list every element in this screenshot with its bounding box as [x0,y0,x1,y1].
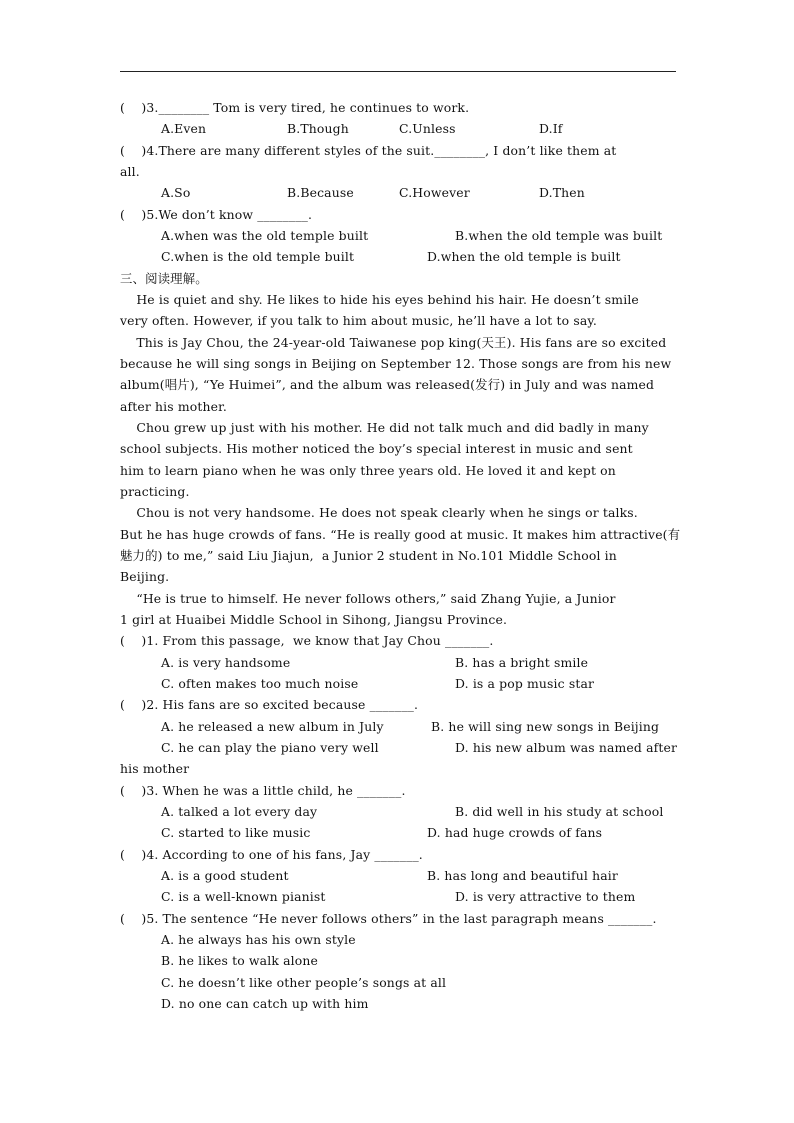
rq3-option-a: A. talked a lot every day [161,804,318,819]
q4-option-d: D.Then [539,185,585,200]
rq1-option-b: B. has a bright smile [455,655,589,670]
rq1-option-c: C. often makes too much noise [161,676,359,691]
passage-line: album(唱片), “Ye Huimei”, and the album was released(发行) in July and was named [120,377,655,392]
rq1-option-d: D. is a pop music star [455,676,595,691]
rq4-option-a: A. is a good student [161,868,289,883]
question-4-stem: ( )4.There are many different styles of the suit.________, I don’t like them at [120,143,617,158]
rq2-option-b: B. he will sing new songs in Beijing [431,719,660,734]
rq1-option-a: A. is very handsome [161,655,291,670]
q4-option-a: A.So [161,185,191,200]
passage-line: Beijing. [120,569,170,584]
passage-line: But he has huge crowds of fans. “He is really good at music. It makes him attractive(有 [120,527,681,542]
reading-question-5-stem: ( )5. The sentence “He never follows others” in the last paragraph means _______. [120,911,657,926]
q3-option-d: D.If [539,121,563,136]
reading-question-1-stem: ( )1. From this passage, we know that Jay Chou _______. [120,633,494,648]
passage-line: because he will sing songs in Beijing on September 12. Those songs are from his new [120,356,672,371]
passage-line: This is Jay Chou, the 24-year-old Taiwanese pop king(天王). His fans are so excited [120,335,667,350]
q5-option-b: B.when the old temple was built [455,228,663,243]
q4-option-c: C.However [399,185,470,200]
passage-line: “He is true to himself. He never follows others,” said Zhang Yujie, a Junior [120,591,616,606]
rq2-option-c: C. he can play the piano very well [161,740,379,755]
rq2-option-d: D. his new album was named after [455,740,678,755]
rq2-option-d-cont: his mother [120,761,190,776]
passage-line: Chou grew up just with his mother. He did not talk much and did badly in many [120,420,649,435]
q3-option-a: A.Even [161,121,207,136]
rq4-option-c: C. is a well-known pianist [161,889,326,904]
rq3-option-c: C. started to like music [161,825,311,840]
rq5-option-d: D. no one can catch up with him [161,996,369,1011]
rq3-option-d: D. had huge crowds of fans [427,825,603,840]
passage-line: practicing. [120,484,190,499]
passage-line: school subjects. His mother noticed the boy’s special interest in music and sent [120,441,633,456]
passage-line: him to learn piano when he was only three years old. He loved it and kept on [120,463,616,478]
question-5-stem: ( )5.We don’t know ________. [120,207,313,222]
rq5-option-b: B. he likes to walk alone [161,953,318,968]
reading-question-2-stem: ( )2. His fans are so excited because _______. [120,697,419,712]
passage-line: 魅力的) to me,” said Liu Jiajun, a Junior 2 student in No.101 Middle School in [120,548,617,563]
passage-line: He is quiet and shy. He likes to hide his eyes behind his hair. He doesn’t smile [120,292,639,307]
rq4-option-b: B. has long and beautiful hair [427,868,618,883]
q3-option-c: C.Unless [399,121,456,136]
q5-option-d: D.when the old temple is built [427,249,621,264]
rq4-option-d: D. is very attractive to them [455,889,636,904]
question-3-stem: ( )3.________ Tom is very tired, he continues to work. [120,100,470,115]
rq3-option-b: B. did well in his study at school [455,804,664,819]
passage-line: 1 girl at Huaibei Middle School in Sihong, Jiangsu Province. [120,612,508,627]
q3-option-b: B.Though [287,121,349,136]
q4-option-b: B.Because [287,185,354,200]
rq2-option-a: A. he released a new album in July [161,719,384,734]
q5-option-c: C.when is the old temple built [161,249,355,264]
reading-question-4-stem: ( )4. According to one of his fans, Jay _______. [120,847,423,862]
passage-line: Chou is not very handsome. He does not speak clearly when he sings or talks. [120,505,638,520]
q5-option-a: A.when was the old temple built [161,228,369,243]
rq5-option-c: C. he doesn’t like other people’s songs at all [161,975,447,990]
header-rule [120,71,676,72]
section-title: 三、阅读理解。 [120,271,208,286]
question-4-stem-cont: all. [120,164,140,179]
passage-line: after his mother. [120,399,227,414]
reading-question-3-stem: ( )3. When he was a little child, he _______. [120,783,406,798]
rq5-option-a: A. he always has his own style [161,932,356,947]
passage-line: very often. However, if you talk to him about music, he’ll have a lot to say. [120,313,597,328]
